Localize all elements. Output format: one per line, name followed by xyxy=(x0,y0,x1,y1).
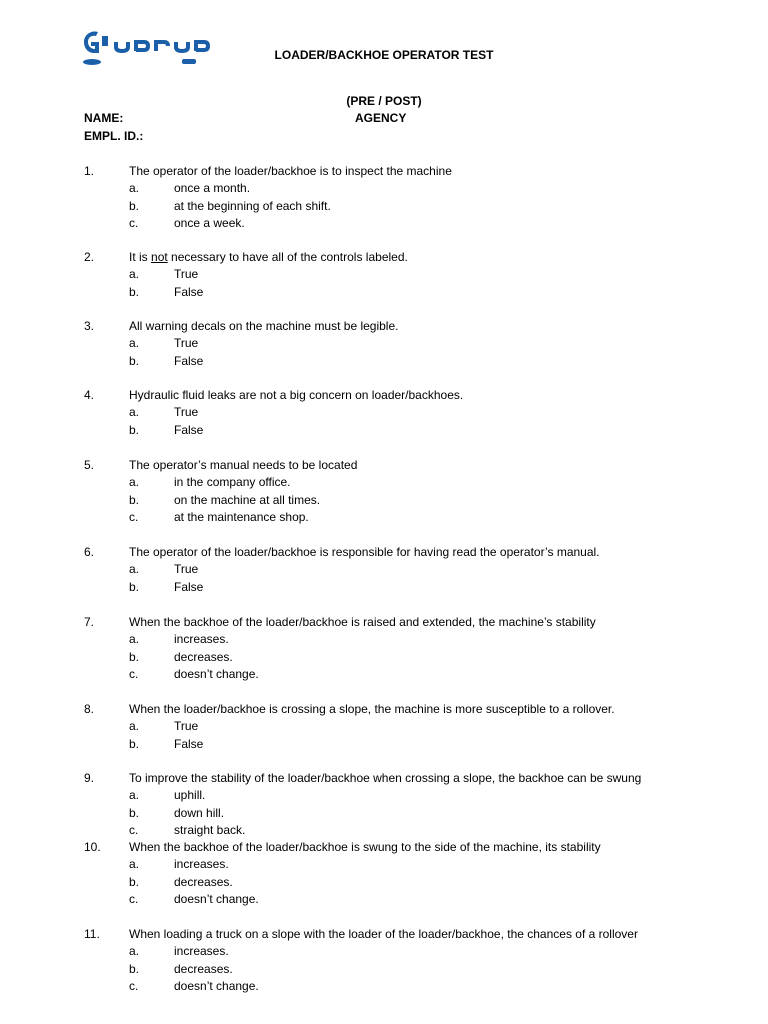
answer-option xyxy=(84,180,744,197)
question-row xyxy=(84,701,744,718)
option-letter: c. xyxy=(129,823,139,838)
answer-option xyxy=(84,198,744,215)
option-text: False xyxy=(174,353,204,368)
question-row xyxy=(84,249,744,266)
question-row xyxy=(84,839,744,856)
question-number: 6. xyxy=(84,545,95,559)
answer-option xyxy=(84,284,744,301)
option-letter: c. xyxy=(129,216,139,231)
test-type-subtitle: (PRE / POST) xyxy=(346,94,422,108)
answer-option xyxy=(84,666,744,683)
option-letter: b. xyxy=(129,353,140,368)
option-letter: a. xyxy=(129,788,140,803)
answer-option xyxy=(84,978,744,995)
answer-option xyxy=(84,736,744,753)
option-letter: b. xyxy=(129,649,140,664)
option-letter: b. xyxy=(129,422,140,437)
option-letter: a. xyxy=(129,336,140,351)
question-item xyxy=(84,701,744,753)
question-row xyxy=(84,544,744,561)
option-text: False xyxy=(174,284,204,299)
question-number: 2. xyxy=(84,250,95,264)
option-letter: a. xyxy=(129,405,140,420)
option-text: uphill. xyxy=(174,788,206,803)
question-item xyxy=(84,387,744,439)
question-number: 1. xyxy=(84,164,95,178)
option-letter: a. xyxy=(129,944,140,959)
question-row xyxy=(84,614,744,631)
answer-option xyxy=(84,718,744,735)
question-item xyxy=(84,926,744,996)
question-text: To improve the stability of the loader/backhoe when crossing a slope, the backhoe can be swung xyxy=(129,771,642,785)
option-text: once a week. xyxy=(174,216,245,231)
name-label: NAME: xyxy=(84,111,124,125)
question-item xyxy=(84,457,744,527)
option-letter: c. xyxy=(129,667,139,682)
answer-option xyxy=(84,874,744,891)
answer-option xyxy=(84,335,744,352)
question-text: When the loader/backhoe is crossing a slope, the machine is more susceptible to a rollover. xyxy=(129,702,615,716)
option-letter: b. xyxy=(129,736,140,751)
question-text: The operator of the loader/backhoe is responsible for having read the operator’s manual. xyxy=(129,545,600,559)
option-text: False xyxy=(174,579,204,594)
option-text: down hill. xyxy=(174,805,225,820)
answer-option xyxy=(84,822,744,839)
question-item xyxy=(84,318,744,370)
question-text: The operator’s manual needs to be located xyxy=(129,458,358,472)
question-number: 3. xyxy=(84,319,95,333)
option-text: in the company office. xyxy=(174,475,291,490)
answer-option xyxy=(84,891,744,908)
answer-option xyxy=(84,353,744,370)
option-text: straight back. xyxy=(174,823,246,838)
question-number: 9. xyxy=(84,771,95,785)
option-text: decreases. xyxy=(174,874,233,889)
option-text: increases. xyxy=(174,857,229,872)
question-text: The operator of the loader/backhoe is to inspect the machine xyxy=(129,164,452,178)
option-text: at the beginning of each shift. xyxy=(174,198,331,213)
option-letter: a. xyxy=(129,719,140,734)
question-row xyxy=(84,387,744,404)
answer-option xyxy=(84,856,744,873)
option-letter: c. xyxy=(129,979,139,994)
option-letter: b. xyxy=(129,492,140,507)
option-letter: b. xyxy=(129,579,140,594)
answer-option xyxy=(84,579,744,596)
option-text: doesn’t change. xyxy=(174,892,259,907)
option-text: True xyxy=(174,719,199,734)
option-text: True xyxy=(174,405,199,420)
emphasis-underline: not xyxy=(151,250,168,264)
option-text: True xyxy=(174,267,199,282)
option-text: False xyxy=(174,422,204,437)
question-number: 4. xyxy=(84,388,95,402)
answer-option xyxy=(84,787,744,804)
option-letter: a. xyxy=(129,857,140,872)
question-number: 11. xyxy=(84,927,100,941)
answer-option xyxy=(84,649,744,666)
answer-option xyxy=(84,561,744,578)
question-item xyxy=(84,249,744,301)
option-letter: c. xyxy=(129,892,139,907)
answer-option xyxy=(84,266,744,283)
option-letter: b. xyxy=(129,284,140,299)
option-letter: b. xyxy=(129,198,140,213)
question-row xyxy=(84,457,744,474)
answer-option xyxy=(84,404,744,421)
question-item xyxy=(84,839,744,909)
question-text: All warning decals on the machine must be legible. xyxy=(129,319,399,333)
option-letter: a. xyxy=(129,181,140,196)
question-text: When the backhoe of the loader/backhoe is swung to the side of the machine, its stability xyxy=(129,840,601,854)
option-text: False xyxy=(174,736,204,751)
answer-option xyxy=(84,631,744,648)
question-number: 10. xyxy=(84,840,101,854)
option-text: increases. xyxy=(174,944,229,959)
option-letter: a. xyxy=(129,475,140,490)
option-text: decreases. xyxy=(174,961,233,976)
answer-option xyxy=(84,943,744,960)
question-row xyxy=(84,318,744,335)
option-letter: b. xyxy=(129,805,140,820)
question-text: When the backhoe of the loader/backhoe is raised and extended, the machine’s stability xyxy=(129,615,596,629)
question-item xyxy=(84,614,744,684)
question-item xyxy=(84,163,744,233)
answer-option xyxy=(84,961,744,978)
option-text: True xyxy=(174,562,199,577)
question-text: Hydraulic fluid leaks are not a big concern on loader/backhoes. xyxy=(129,388,464,402)
answer-option xyxy=(84,805,744,822)
question-number: 5. xyxy=(84,458,95,472)
question-number: 7. xyxy=(84,615,95,629)
option-text: at the maintenance shop. xyxy=(174,510,309,525)
question-row xyxy=(84,926,744,943)
option-text: True xyxy=(174,336,199,351)
question-number: 8. xyxy=(84,702,95,716)
question-item xyxy=(84,544,744,596)
option-text: once a month. xyxy=(174,181,251,196)
option-letter: a. xyxy=(129,267,140,282)
option-text: decreases. xyxy=(174,649,233,664)
option-text: doesn’t change. xyxy=(174,667,259,682)
answer-option xyxy=(84,509,744,526)
answer-option xyxy=(84,215,744,232)
option-text: doesn’t change. xyxy=(174,979,259,994)
agency-label: AGENCY xyxy=(355,111,407,125)
answer-option xyxy=(84,492,744,509)
question-row xyxy=(84,770,744,787)
answer-option xyxy=(84,422,744,439)
question-text: It is not necessary to have all of the controls labeled. xyxy=(129,250,408,264)
option-text: on the machine at all times. xyxy=(174,492,321,507)
answer-option xyxy=(84,474,744,491)
option-letter: b. xyxy=(129,874,140,889)
employee-id-label: EMPL. ID.: xyxy=(84,129,144,143)
option-letter: c. xyxy=(129,510,139,525)
page-title: LOADER/BACKHOE OPERATOR TEST xyxy=(274,48,494,62)
option-letter: b. xyxy=(129,961,140,976)
option-letter: a. xyxy=(129,632,140,647)
question-row xyxy=(84,163,744,180)
option-text: increases. xyxy=(174,632,229,647)
question-item xyxy=(84,770,744,840)
option-letter: a. xyxy=(129,562,140,577)
question-text: When loading a truck on a slope with the loader of the loader/backhoe, the chances of a rollover xyxy=(129,927,638,941)
